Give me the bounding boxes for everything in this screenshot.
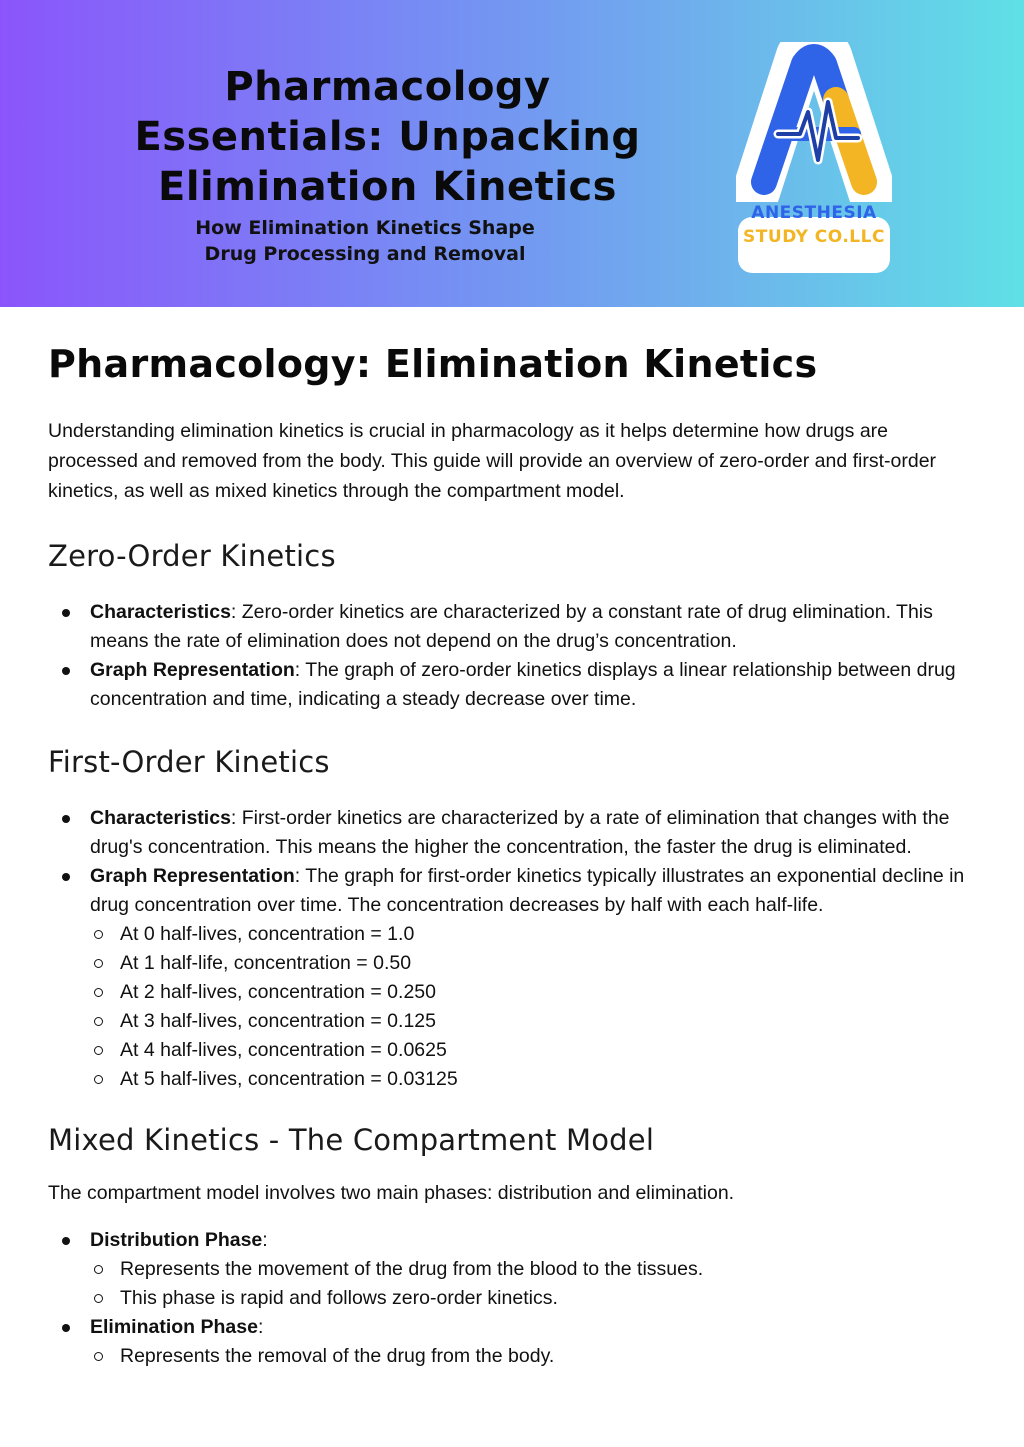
banner-title [60, 62, 715, 212]
mixed-intro: The compartment model involves two main phases: distribution and elimination. [48, 1182, 735, 1204]
item-suffix: : [257, 1316, 264, 1338]
sub-list-item: Represents the removal of the drug from the body. [48, 1342, 978, 1371]
item-label: Characteristics [90, 807, 231, 829]
sub-list-item: This phase is rapid and follows zero-order kinetics. [48, 1284, 978, 1313]
item-label: Graph Representation [90, 659, 295, 681]
item-suffix: : [262, 1229, 268, 1251]
section-heading-mixed: Mixed Kinetics - The Compartment Model [48, 1123, 655, 1157]
section-heading-zero-order: Zero-Order Kinetics [48, 539, 336, 573]
zero-order-list [48, 598, 978, 714]
list-item [48, 1226, 978, 1313]
item-text: : The graph of zero-order kinetics displays a linear relationship between drug concentration and time, indicating a steady decrease over time. [90, 659, 956, 710]
list-item [48, 656, 978, 714]
sub-list-item: At 2 half-lives, concentration = 0.250 [48, 978, 978, 1007]
sub-list-item: At 5 half-lives, concentration = 0.03125 [48, 1065, 978, 1094]
banner-title-line: Pharmacology [224, 64, 551, 110]
sub-list-item: Represents the movement of the drug from the blood to the tissues. [48, 1255, 978, 1284]
item-label: Elimination Phase [90, 1316, 258, 1338]
letter-a-heartbeat-logo-icon [736, 42, 892, 202]
list-item [48, 862, 978, 1094]
header-banner [0, 0, 1024, 307]
distribution-sub-list [48, 1255, 978, 1313]
page-title: Pharmacology: Elimination Kinetics [48, 342, 818, 386]
item-text: : First-order kinetics are characterized by a rate of elimination that changes with the drug's concentration. This means the higher the concentration, the faster the drug is eliminated. [90, 807, 950, 858]
mixed-list [48, 1226, 978, 1371]
banner-title-line: Elimination Kinetics [158, 164, 617, 210]
section-heading-first-order: First-Order Kinetics [48, 745, 330, 779]
list-item [48, 804, 978, 862]
logo-text-study-co: STUDY CO.LLC [743, 227, 885, 247]
sub-list-item: At 4 half-lives, concentration = 0.0625 [48, 1036, 978, 1065]
item-label: Distribution Phase [90, 1229, 263, 1251]
half-life-list [48, 920, 978, 1094]
item-label: Characteristics [90, 601, 231, 623]
banner-subtitle [160, 215, 570, 267]
company-logo [736, 42, 892, 262]
first-order-list [48, 804, 978, 1094]
main-content [48, 334, 978, 1371]
list-item [48, 598, 978, 656]
banner-subtitle-line: Drug Processing and Removal [204, 243, 526, 265]
sub-list-item: At 3 half-lives, concentration = 0.125 [48, 1007, 978, 1036]
intro-paragraph: Understanding elimination kinetics is crucial in pharmacology as it helps determine how drugs are processed and removed from the body. This guide will provide an overview of zero-order and first-order kinetics, as well as mixed kinetics through the compartment model. [48, 420, 937, 502]
banner-subtitle-line: How Elimination Kinetics Shape [195, 217, 535, 239]
item-text: : The graph for first-order kinetics typically illustrates an exponential decline in drug concentration over time. The concentration decreases by half with each half-life. [90, 865, 965, 916]
sub-list-item: At 0 half-lives, concentration = 1.0 [48, 920, 978, 949]
logo-text-anesthesia: ANESTHESIA [751, 203, 877, 223]
item-text: : Zero-order kinetics are characterized by a constant rate of drug elimination. This means the rate of elimination does not depend on the drug’s concentration. [90, 601, 933, 652]
sub-list-item: At 1 half-life, concentration = 0.50 [48, 949, 978, 978]
elimination-sub-list [48, 1342, 978, 1371]
list-item [48, 1313, 978, 1371]
item-label: Graph Representation [90, 865, 295, 887]
banner-title-line: Essentials: Unpacking [134, 114, 641, 160]
